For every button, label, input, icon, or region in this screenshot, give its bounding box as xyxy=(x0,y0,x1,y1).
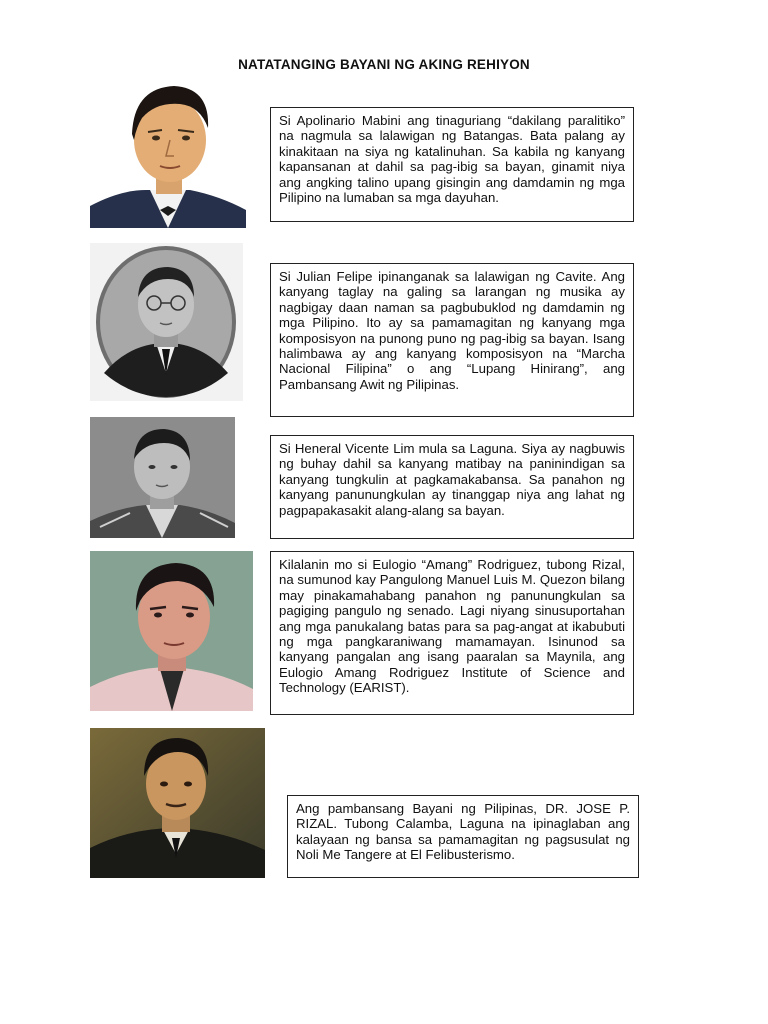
bio-box-mabini: Si Apolinario Mabini ang tinaguriang “dakilang paralitiko” na nagmula sa lalawigan ng Batangas. Bata palang ay kinakitaan na siya ng katalinuhan. Sa kabila ng kanyang kapansanan at dahil sa pag-ibig sa bayan, ginamit niya ang angking talino upang gisingin ang damdamin ng mga Pilipino na lumaban sa mga dayuhan. xyxy=(270,107,634,222)
bio-box-rodriguez: Kilalanin mo si Eulogio “Amang” Rodriguez, tubong Rizal, na sumunod kay Pangulong Manuel Luis M. Quezon bilang may pinakamahabang panahon ng panunungkulan sa pagiging pangulo ng senado. Lagi niyang sinusuportahan ang mga panukalang batas para sa pag-angat at ikabubuti ng mga pangkaraniwang mamamayan. Isinunod sa kanyang pangalan ang isang paaralan sa Maynila, ang Eulogio Amang Rodriguez Institute of Science and Technology (EARIST). xyxy=(270,551,634,715)
portrait-rodriguez-image xyxy=(90,551,253,711)
bio-box-lim: Si Heneral Vicente Lim mula sa Laguna. Siya ay nagbuwis ng buhay dahil sa kanyang matibay na paninindigan sa kanyang tungkulin at pagkamakabansa. Sa panahon ng kanyang panunungkulan ay tinanggap niya ang lahat ng pagpapakasakit alang-alang sa bayan. xyxy=(270,435,634,539)
bio-box-felipe: Si Julian Felipe ipinanganak sa lalawigan ng Cavite. Ang kanyang taglay na galing sa larangan ng musika ay nagbigay daan naman sa pagbubuklod ng damdamin ng mga Pilipino. Ito ay sa pamamagitan ng kanyang mga komposisyon na punong puno ng pag-ibig sa bayan. Isang halimbawa ay ang kanyang komposisyon na “Marcha Nacional Filipina” o ang “Lupang Hinirang”, ang Pambansang Awit ng Pilipinas. xyxy=(270,263,634,417)
portrait-rizal-image xyxy=(90,728,265,878)
bio-box-rizal: Ang pambansang Bayani ng Pilipinas, DR. JOSE P. RIZAL. Tubong Calamba, Laguna na ipinaglaban ang kalayaan ng bansa sa pamamagitan ng pagsusulat ng Noli Me Tangere at El Felibusterismo. xyxy=(287,795,639,878)
portrait-mabini-image xyxy=(90,78,246,228)
portrait-felipe-image xyxy=(90,243,243,401)
page-title: NATATANGING BAYANI NG AKING REHIYON xyxy=(238,57,530,72)
portrait-lim-image xyxy=(90,417,235,538)
